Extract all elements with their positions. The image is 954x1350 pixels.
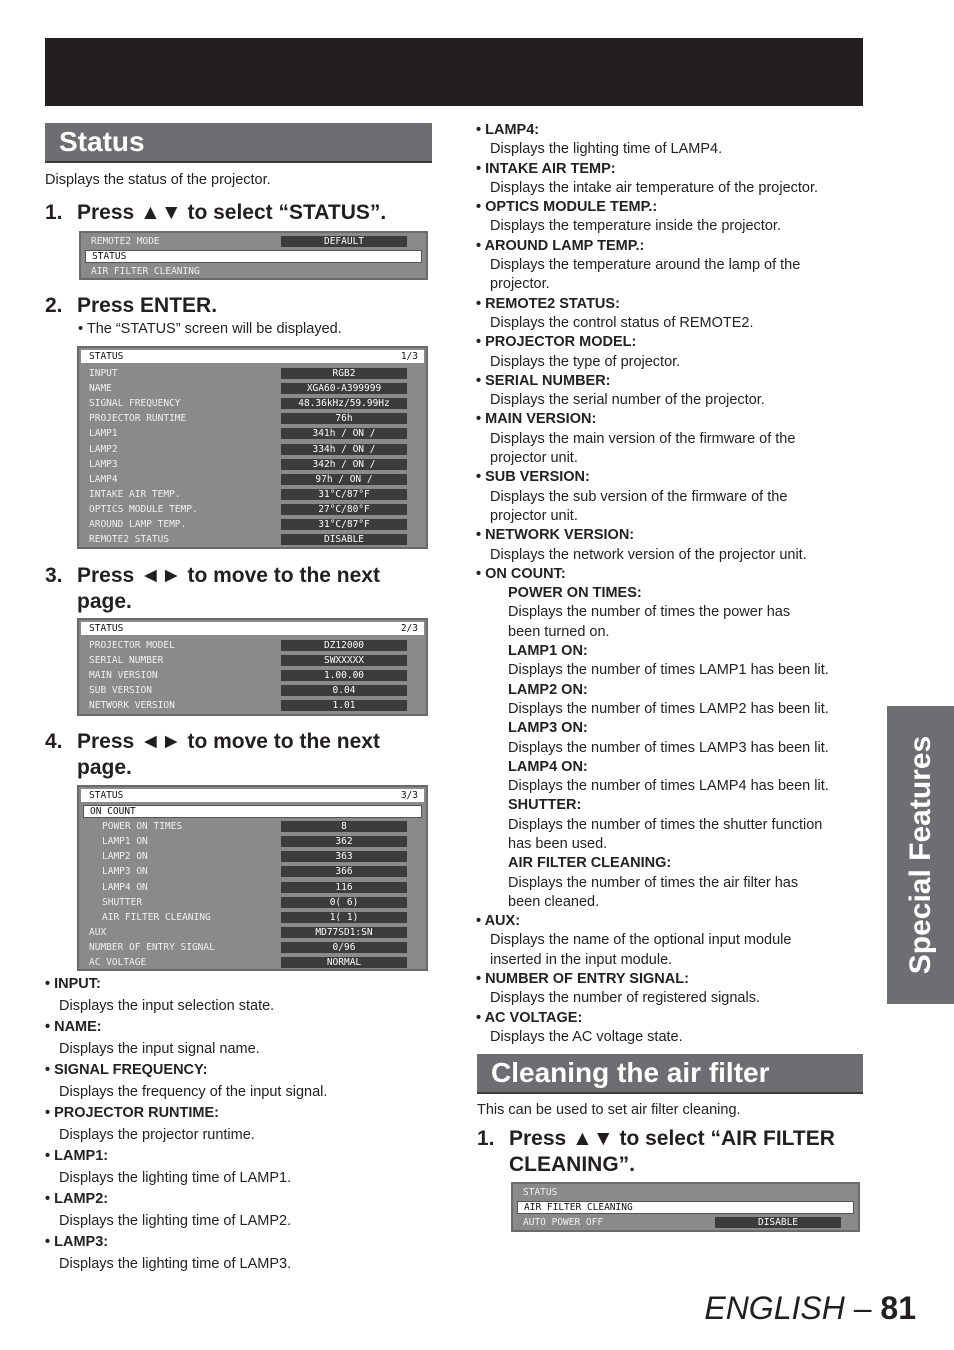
item-term: LAMP2 ON:: [508, 681, 588, 698]
osd-row-label: PROJECTOR MODEL: [89, 640, 175, 651]
item-desc: Displays the control status of REMOTE2.: [490, 314, 754, 331]
item-desc: Displays the network version of the projector unit.: [490, 546, 807, 563]
osd-row-value: 27°C/80°F: [281, 504, 407, 515]
osd-row-label: LAMP3: [89, 458, 118, 470]
status-step-3: 3. Press ◄► to move to the next page.: [45, 564, 380, 613]
osd-row: [85, 265, 422, 278]
header-bar: [45, 38, 863, 106]
osd-row: [85, 250, 422, 263]
item-desc: Displays the intake air temperature of the projector.: [490, 179, 819, 196]
status-step-2-note: • The “STATUS” screen will be displayed.: [78, 321, 342, 337]
osd-row: [83, 458, 422, 471]
item-desc: projector unit.: [490, 450, 578, 467]
osd-row-label: AIR FILTER CLEANING: [524, 1202, 633, 1213]
status-step-4: 4. Press ◄► to move to the next page.: [45, 730, 380, 779]
item-term: • LAMP4:: [476, 121, 876, 140]
osd-row: [83, 850, 422, 863]
item-desc: inserted in the input module.: [490, 951, 673, 968]
osd-cleaning-menu: [511, 1182, 860, 1232]
osd-row: [83, 533, 422, 546]
osd-row-label: LAMP1: [89, 428, 118, 440]
item-term: • SIGNAL FREQUENCY:: [45, 1060, 445, 1082]
osd-row-value: 341h / ON /: [281, 428, 407, 439]
item-desc: Displays the lighting time of LAMP3.: [59, 1255, 292, 1272]
osd-row-value: 1.01: [281, 700, 407, 711]
item-desc: Displays the projector runtime.: [59, 1126, 255, 1143]
osd-row-value: MD77SD1:SN: [281, 927, 407, 938]
osd-row-label: LAMP3 ON: [102, 866, 148, 878]
osd-title: [81, 789, 424, 802]
osd-row-label: NETWORK VERSION: [89, 700, 175, 711]
status-step-2: 2. Press ENTER.: [45, 294, 218, 317]
osd-row-label: SUB VERSION: [89, 685, 152, 696]
item-desc: Displays the number of times LAMP1 has been lit.: [508, 662, 829, 679]
osd-page-number: 3/3: [400, 790, 418, 801]
cleaning-intro: This can be used to set air filter cleaning.: [477, 1102, 741, 1118]
osd-row-value: 363: [281, 851, 407, 862]
osd-row: [83, 443, 422, 456]
item-desc: Displays the number of times LAMP3 has been lit.: [508, 739, 829, 756]
osd-row-value: SWXXXXX: [281, 655, 407, 666]
osd-row-label: REMOTE2 STATUS: [89, 534, 170, 546]
item-desc: Displays the number of times the shutter function: [508, 816, 823, 833]
osd-row: [83, 639, 422, 652]
item-term: • ON COUNT:: [476, 565, 876, 584]
osd-row-value: XGA60-A399999: [281, 383, 407, 394]
item-term: LAMP3 ON:: [508, 720, 588, 737]
osd-row-value: 334h / ON /: [281, 444, 407, 455]
item-term: • AROUND LAMP TEMP.:: [476, 237, 876, 256]
osd-status-page-3: [77, 785, 428, 971]
osd-row: [83, 382, 422, 395]
item-desc: Displays the number of registered signals.: [490, 990, 760, 1007]
osd-row-value: DISABLE: [281, 534, 407, 545]
osd-title: [81, 350, 424, 363]
osd-row: [83, 503, 422, 516]
osd-row: [83, 412, 422, 425]
osd-row-label: LAMP2: [89, 443, 118, 455]
osd-status-page-2: [77, 618, 428, 716]
osd-row: [83, 956, 422, 969]
osd-row-value: 0( 6): [281, 897, 407, 908]
osd-row: [83, 473, 422, 486]
osd-status-page-1: [77, 346, 428, 549]
osd-row-label: SERIAL NUMBER: [89, 655, 164, 666]
item-term: • LAMP3:: [45, 1232, 445, 1254]
osd-row: [83, 518, 422, 531]
osd-row-label: ON COUNT: [90, 806, 136, 817]
item-term: LAMP1 ON:: [508, 643, 588, 660]
item-desc: Displays the lighting time of LAMP4.: [490, 141, 723, 158]
item-desc: Displays the lighting time of LAMP1.: [59, 1169, 292, 1186]
item-term: • SUB VERSION:: [476, 468, 876, 487]
osd-row-value: 1.00.00: [281, 670, 407, 681]
right-item-list: [476, 121, 876, 1047]
osd-row: [83, 367, 422, 380]
item-term: • REMOTE2 STATUS:: [476, 295, 876, 314]
osd-row: [83, 896, 422, 909]
side-tab: [887, 706, 954, 1004]
osd-row-value: 97h / ON /: [281, 474, 407, 485]
osd-row-label: NAME: [89, 383, 112, 395]
osd-row-label: LAMP1 ON: [102, 836, 148, 848]
item-term: • NETWORK VERSION:: [476, 526, 876, 545]
osd-row: [83, 427, 422, 440]
item-term: • OPTICS MODULE TEMP.:: [476, 198, 876, 217]
osd-row-label: SHUTTER: [102, 896, 143, 908]
osd-row-label: SIGNAL FREQUENCY: [89, 398, 181, 410]
item-term: • AUX:: [476, 912, 876, 931]
osd-row: [85, 235, 422, 248]
item-desc: Displays the lighting time of LAMP2.: [59, 1212, 292, 1229]
item-term: • NUMBER OF ENTRY SIGNAL:: [476, 970, 876, 989]
item-term: LAMP4 ON:: [508, 758, 588, 775]
item-term: • PROJECTOR RUNTIME:: [45, 1103, 445, 1125]
osd-row: [83, 488, 422, 501]
osd-row-label: STATUS: [92, 251, 127, 262]
item-term: • MAIN VERSION:: [476, 410, 876, 429]
osd-row: [83, 835, 422, 848]
osd-row-value: 0.04: [281, 685, 407, 696]
osd-row-label: PROJECTOR RUNTIME: [89, 413, 187, 425]
osd-row: [83, 941, 422, 954]
osd-row: [83, 926, 422, 939]
osd-title-text: STATUS: [89, 623, 124, 634]
osd-row-label: AUTO POWER OFF: [523, 1217, 604, 1228]
item-term: • AC VOLTAGE:: [476, 1009, 876, 1028]
item-term: • INPUT:: [45, 974, 445, 996]
item-term: POWER ON TIMES:: [508, 585, 642, 602]
item-desc: Displays the number of times LAMP4 has been lit.: [508, 778, 829, 795]
item-term: • NAME:: [45, 1017, 445, 1039]
osd-row-label: AUX: [89, 926, 107, 938]
osd-row-label: AIR FILTER CLEANING: [91, 266, 200, 277]
osd-row-value: 76h: [281, 413, 407, 424]
osd-row: [83, 654, 422, 667]
item-desc: Displays the name of the optional input module: [490, 932, 792, 949]
osd-row: [83, 911, 422, 924]
osd-row-label: OPTICS MODULE TEMP.: [89, 503, 198, 515]
status-intro: Displays the status of the projector.: [45, 172, 271, 188]
item-desc: Displays the input selection state.: [59, 997, 275, 1014]
osd-page-number: 2/3: [400, 623, 418, 634]
osd-row: [83, 669, 422, 682]
osd-row-label: STATUS: [523, 1187, 558, 1198]
osd-row: [83, 699, 422, 712]
osd-row-value: 1( 1): [281, 912, 407, 923]
item-desc: Displays the type of projector.: [490, 353, 681, 370]
item-desc: Displays the frequency of the input signal.: [59, 1083, 328, 1100]
osd-page-number: 1/3: [400, 351, 418, 362]
osd-row-label: AC VOLTAGE: [89, 957, 147, 968]
item-desc: projector.: [490, 276, 550, 293]
osd-row-label: INTAKE AIR TEMP.: [89, 488, 181, 500]
osd-row-label: REMOTE2 MODE: [91, 236, 160, 247]
osd-row: [517, 1186, 854, 1199]
item-desc: Displays the sub version of the firmware of the: [490, 488, 788, 505]
item-desc: Displays the input signal name.: [59, 1040, 260, 1057]
osd-row-value: 342h / ON /: [281, 459, 407, 470]
osd-row-label: POWER ON TIMES: [102, 821, 183, 833]
item-desc: Displays the number of times LAMP2 has been lit.: [508, 700, 829, 717]
osd-row-value: RGB2: [281, 368, 407, 379]
osd-row-value: 8: [281, 821, 407, 832]
osd-title: [81, 622, 424, 635]
osd-row-value: DEFAULT: [281, 236, 407, 247]
osd-row: [83, 397, 422, 410]
osd-row: [83, 820, 422, 833]
osd-row-value: 116: [281, 882, 407, 893]
item-desc: Displays the serial number of the projector.: [490, 392, 765, 409]
osd-row: [83, 865, 422, 878]
item-desc: Displays the number of times the power has: [508, 604, 791, 621]
item-term: • SERIAL NUMBER:: [476, 372, 876, 391]
osd-row-label: AROUND LAMP TEMP.: [89, 519, 187, 530]
osd-row-value: 31°C/87°F: [281, 489, 407, 500]
item-term: • INTAKE AIR TEMP:: [476, 160, 876, 179]
cleaning-step-1: 1. Press ▲▼ to select “AIR FILTER CLEANING”.: [477, 1127, 835, 1176]
osd-row-label: AIR FILTER CLEANING: [102, 911, 211, 923]
osd-row: [517, 1216, 854, 1229]
item-desc: Displays the temperature around the lamp of the: [490, 257, 801, 274]
item-term: SHUTTER:: [508, 797, 582, 814]
osd-row-value: 0/96: [281, 942, 407, 953]
osd-menu-main: [79, 231, 428, 280]
osd-row-value: 366: [281, 866, 407, 877]
osd-row: [83, 881, 422, 894]
osd-row-label: MAIN VERSION: [89, 670, 158, 681]
cleaning-heading: Cleaning the air filter: [477, 1054, 863, 1094]
item-term: • LAMP1:: [45, 1146, 445, 1168]
item-term: • LAMP2:: [45, 1189, 445, 1211]
osd-row-value: DISABLE: [715, 1217, 841, 1228]
osd-row-value: DZ12000: [281, 640, 407, 651]
osd-row-label: INPUT: [89, 368, 118, 379]
osd-row-label: LAMP4: [89, 473, 118, 485]
item-desc: Displays the number of times the air filter has: [508, 874, 799, 891]
left-item-list: [45, 974, 445, 1275]
page-footer: ENGLISH – 81: [704, 1290, 916, 1326]
item-desc: projector unit.: [490, 507, 578, 524]
item-desc: Displays the temperature inside the projector.: [490, 218, 781, 235]
item-term: AIR FILTER CLEANING:: [508, 855, 672, 872]
osd-title-text: STATUS: [89, 790, 124, 801]
item-desc: been turned on.: [508, 623, 610, 640]
item-desc: has been used.: [508, 835, 608, 852]
side-tab-label: Special Features: [903, 735, 937, 975]
item-desc: been cleaned.: [508, 893, 600, 910]
osd-row-value: NORMAL: [281, 957, 407, 968]
osd-row: [517, 1201, 854, 1214]
osd-title-text: STATUS: [89, 351, 124, 362]
status-step-1: 1. Press ▲▼ to select “STATUS”.: [45, 201, 387, 224]
osd-row-value: 48.36kHz/59.99Hz: [281, 398, 407, 409]
osd-row-label: LAMP2 ON: [102, 851, 148, 863]
item-desc: Displays the AC voltage state.: [490, 1028, 683, 1045]
osd-row-value: 31°C/87°F: [281, 519, 407, 530]
osd-row: [83, 684, 422, 697]
osd-row-label: NUMBER OF ENTRY SIGNAL: [89, 941, 215, 953]
item-desc: Displays the main version of the firmware of the: [490, 430, 796, 447]
osd-row-value: 362: [281, 836, 407, 847]
osd-row: [83, 805, 422, 818]
item-term: • PROJECTOR MODEL:: [476, 333, 876, 352]
osd-row-label: LAMP4 ON: [102, 881, 148, 893]
status-heading: Status: [45, 123, 432, 163]
